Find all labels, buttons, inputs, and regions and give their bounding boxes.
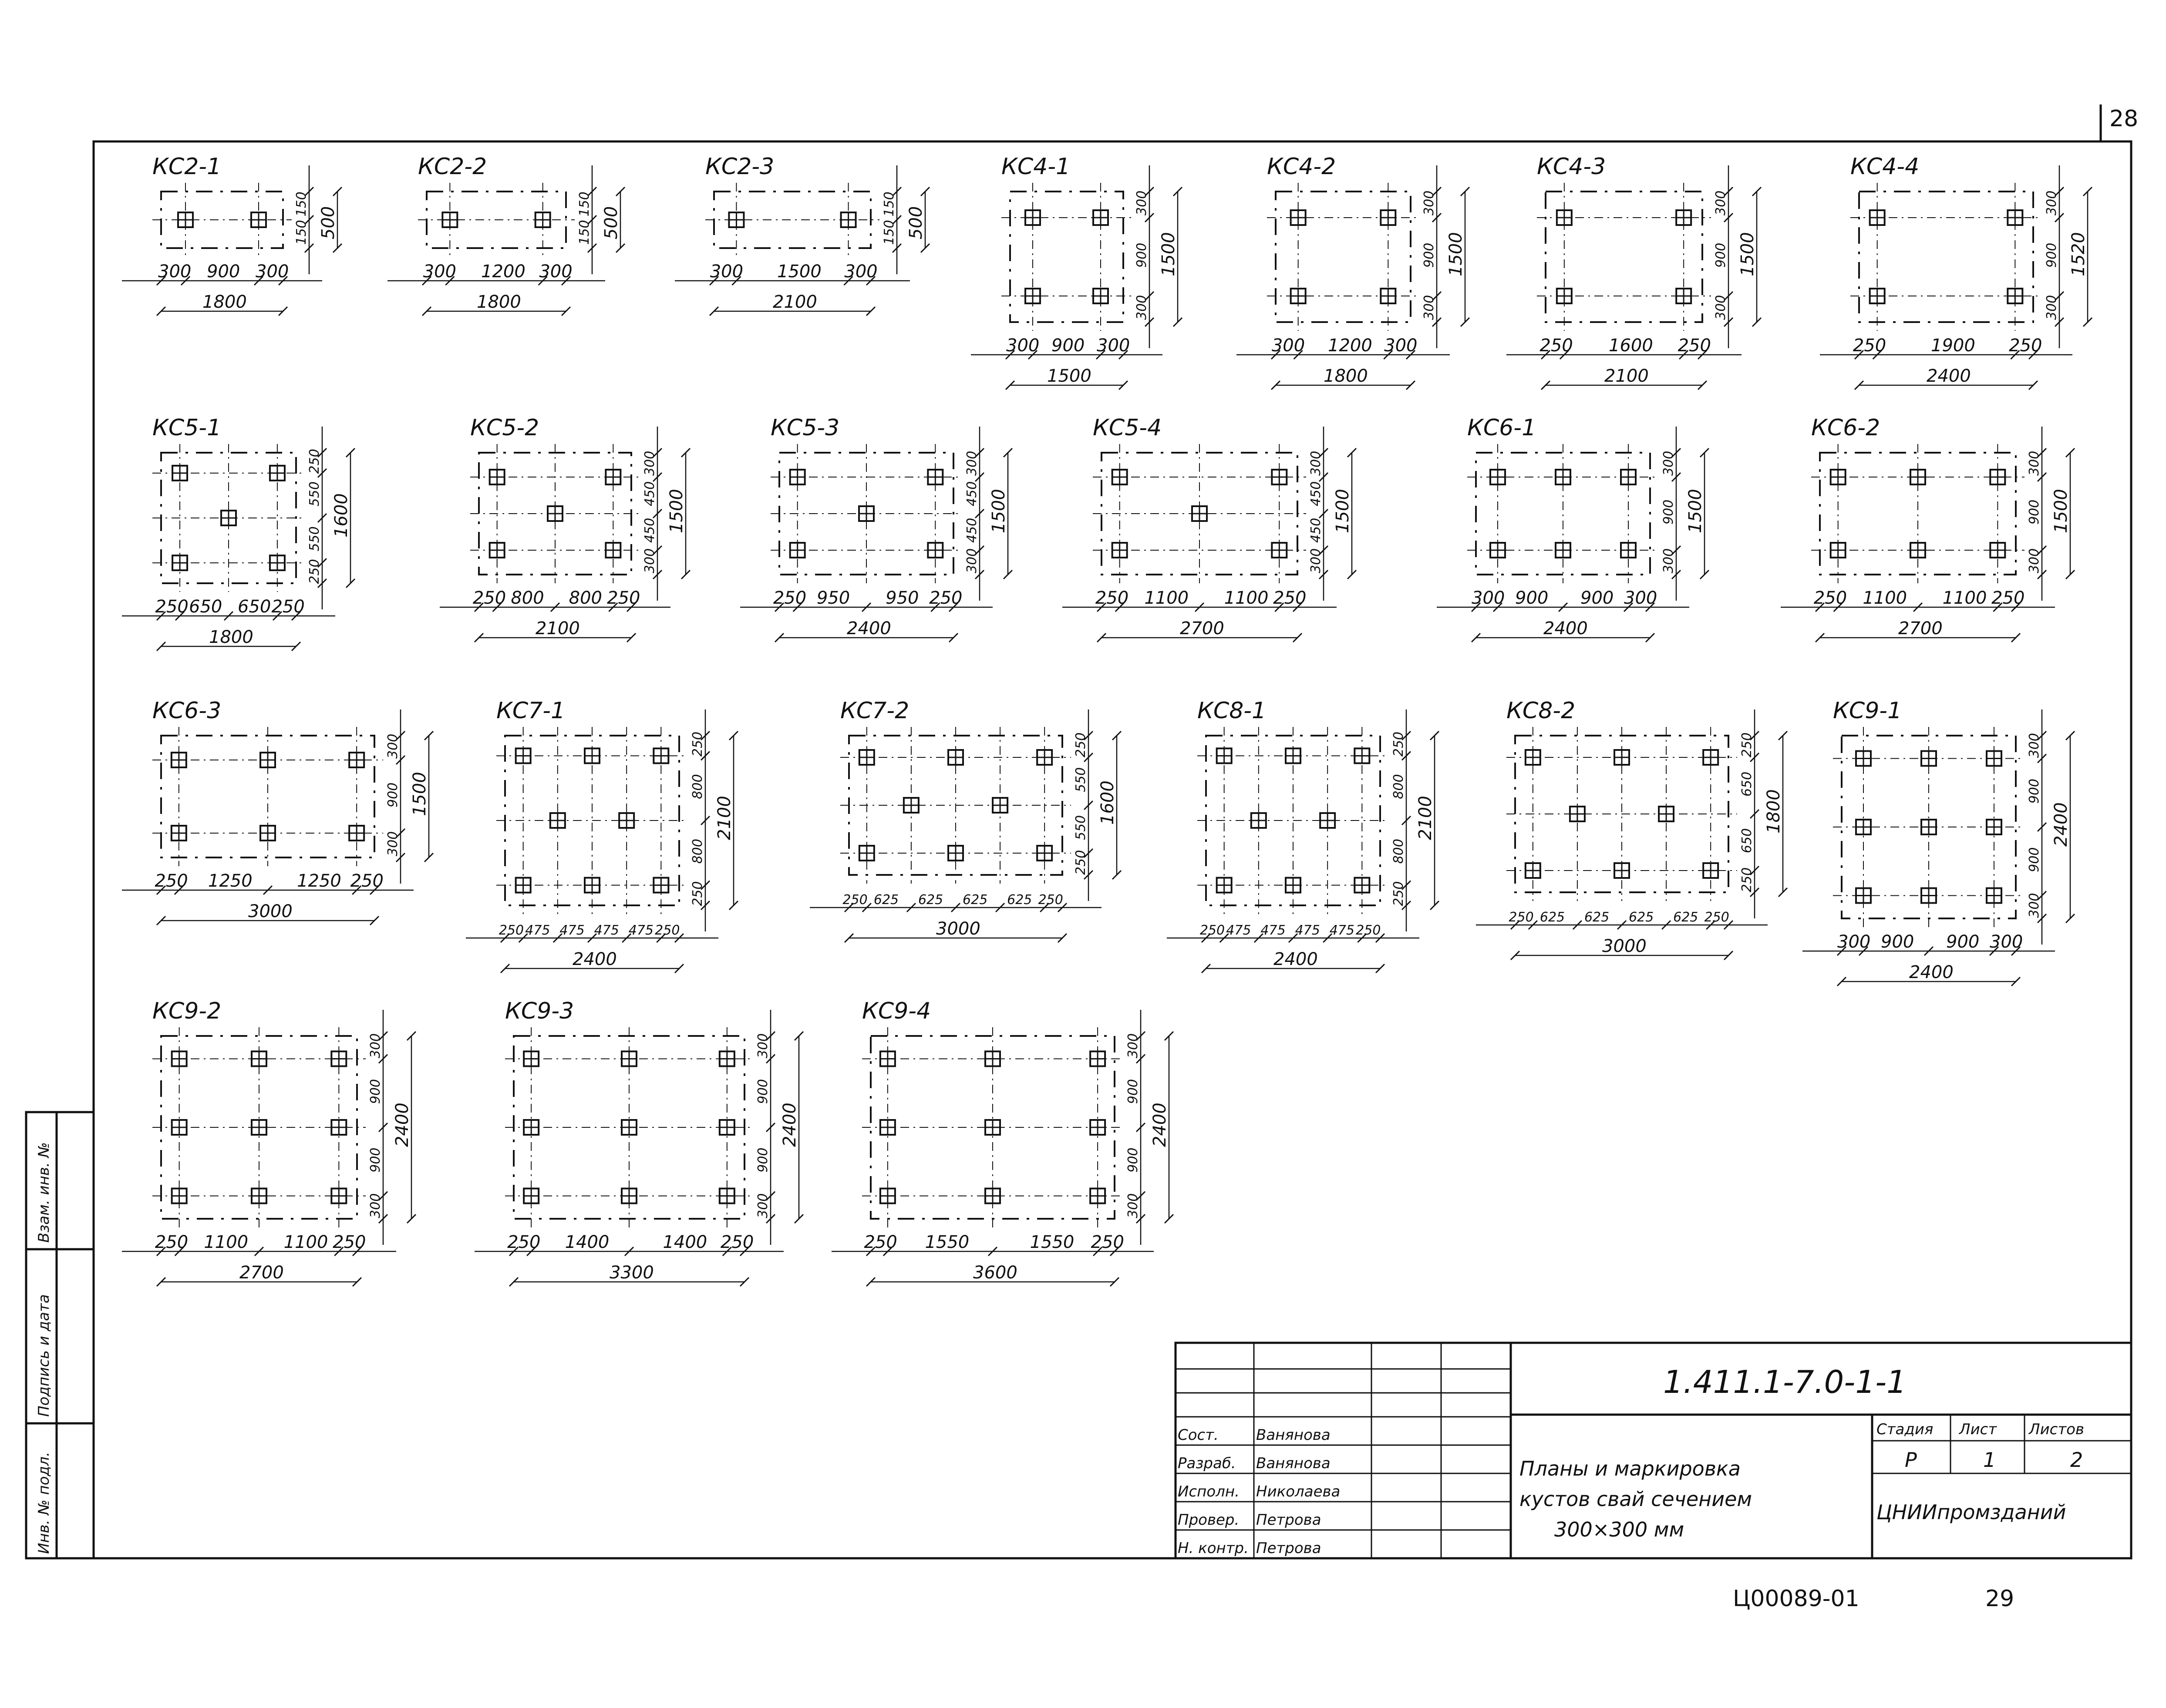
total-dimension-y: 1520 (2068, 232, 2089, 276)
dimension-value: 900 (2027, 499, 2042, 525)
total-dimension-y: 2400 (2051, 802, 2071, 847)
role-2: Разраб. (1178, 1455, 1236, 1472)
dimension-value: 450 (1308, 518, 1324, 543)
dimension-value: 300 (539, 262, 573, 282)
dimension-value: 250 (1073, 732, 1088, 757)
total-dimension-y: 1500 (2051, 489, 2071, 533)
dimension-value: 800 (1391, 774, 1406, 799)
dimension-value: 650 (1739, 828, 1755, 853)
dimension-value: 475 (1329, 923, 1355, 938)
dimension-value: 250 (1073, 850, 1088, 875)
total-dimension-y: 2400 (1150, 1103, 1170, 1147)
dimension-value: 300 (385, 831, 401, 856)
cluster-label: КС5-4 (1093, 415, 1162, 441)
role-1-name: Ванянова (1256, 1426, 1331, 1444)
dimension-value: 1550 (925, 1232, 970, 1252)
total-dimension-x: 1800 (202, 292, 247, 312)
dimension-value: 250 (472, 588, 506, 608)
total-dimension-y: 1800 (1764, 789, 1784, 834)
dimension-value: 625 (918, 892, 943, 908)
dimension-value: 250 (1509, 910, 1534, 925)
sheets-header: Листов (2029, 1421, 2085, 1438)
dimension-value: 625 (1584, 910, 1610, 925)
cluster-label: КС6-1 (1467, 415, 1536, 441)
sheet-value: 1 (1983, 1448, 1996, 1472)
dimension-value: 475 (1295, 923, 1320, 938)
stage-header: Стадия (1876, 1421, 1934, 1438)
cluster-kc6-3 (122, 698, 433, 925)
total-dimension-x: 1800 (477, 292, 521, 312)
total-dimension-x: 3000 (248, 901, 293, 921)
dimension-value: 300 (2027, 733, 2042, 758)
dimension-value: 300 (642, 548, 657, 573)
dimension-value: 900 (1051, 336, 1085, 356)
dimension-value: 250 (1739, 732, 1755, 757)
cluster-kc2-3 (675, 154, 930, 316)
drawing-title-line3: 300×300 мм (1554, 1518, 1684, 1541)
dimension-value: 300 (1134, 190, 1149, 215)
cluster-label: КС4-1 (1001, 154, 1071, 180)
total-dimension-x: 2100 (1604, 366, 1649, 386)
dimension-value: 900 (1134, 242, 1149, 268)
role-1: Сост. (1178, 1426, 1219, 1444)
dimension-value: 250 (773, 588, 807, 608)
side-stamp (26, 1112, 94, 1558)
dimension-value: 900 (1713, 242, 1728, 268)
cluster-kc9-3 (475, 998, 803, 1286)
cluster-kc7-2 (810, 698, 1121, 942)
dimension-value: 475 (559, 923, 585, 938)
dimension-value: 300 (1384, 336, 1418, 356)
dimension-value: 900 (1881, 932, 1914, 952)
total-dimension-y: 1500 (1159, 232, 1179, 276)
dimension-value: 1500 (777, 262, 822, 282)
total-dimension-y: 1500 (1685, 489, 1705, 533)
dimension-value: 300 (1125, 1193, 1141, 1218)
dimension-value: 250 (720, 1232, 754, 1252)
stage-value: Р (1905, 1448, 1917, 1472)
dimension-value: 250 (842, 892, 868, 908)
dimension-value: 550 (307, 526, 322, 551)
total-dimension-y: 1500 (667, 489, 687, 533)
cluster-kc4-2 (1236, 154, 1469, 390)
dimension-value: 650 (189, 597, 222, 617)
dimension-value: 900 (1946, 932, 1980, 952)
dimension-value: 1100 (1224, 588, 1269, 608)
cluster-label: КС2-2 (418, 154, 487, 180)
dimension-value: 300 (1661, 548, 1676, 573)
dimension-value: 250 (1273, 588, 1307, 608)
dimension-value: 250 (929, 588, 963, 608)
dimension-value: 300 (1308, 548, 1324, 573)
dimension-value: 450 (642, 481, 657, 506)
total-dimension-x: 3600 (973, 1263, 1017, 1283)
dimension-value: 250 (1813, 588, 1847, 608)
cluster-kc6-1 (1437, 415, 1709, 642)
dimension-value: 250 (155, 597, 189, 617)
dimension-value: 900 (368, 1147, 383, 1173)
page-number-bottom: 29 (1985, 1586, 2014, 1612)
role-3-name: Николаева (1256, 1483, 1341, 1500)
cluster-kc8-1 (1167, 698, 1439, 973)
cluster-kc2-2 (387, 154, 625, 316)
total-dimension-x: 2400 (573, 949, 617, 969)
dimension-value: 250 (2009, 336, 2042, 356)
cluster-kc8-2 (1476, 698, 1787, 960)
dimension-value: 1250 (297, 871, 341, 891)
cluster-label: КС8-1 (1197, 698, 1267, 724)
cluster-kc5-1 (122, 415, 355, 651)
dimension-value: 250 (1095, 588, 1129, 608)
dimension-value: 1250 (208, 871, 253, 891)
dimension-value: 300 (1422, 190, 1437, 215)
dimension-value: 1200 (481, 262, 525, 282)
dimension-value: 300 (1271, 336, 1305, 356)
total-dimension-x: 1800 (1324, 366, 1368, 386)
total-dimension-y: 1500 (410, 772, 430, 816)
cluster-label: КС9-4 (862, 998, 931, 1024)
dimension-value: 900 (385, 782, 401, 807)
total-dimension-x: 2400 (1909, 962, 1954, 982)
total-dimension-y: 500 (906, 206, 926, 239)
dimension-value: 900 (1125, 1147, 1141, 1173)
dimension-value: 625 (873, 892, 899, 908)
dimension-value: 300 (1125, 1033, 1141, 1059)
total-dimension-x: 2700 (239, 1263, 284, 1283)
cluster-kc5-3 (740, 415, 1012, 642)
cluster-label: КС9-2 (152, 998, 222, 1024)
dimension-value: 900 (1661, 499, 1676, 525)
dimension-value: 950 (886, 588, 919, 608)
dimension-value: 250 (690, 731, 705, 757)
dimension-value: 300 (2044, 295, 2059, 320)
dimension-value: 450 (964, 518, 980, 543)
dimension-value: 800 (569, 588, 603, 608)
dimension-value: 300 (844, 262, 878, 282)
dimension-value: 900 (1422, 242, 1437, 268)
total-dimension-y: 2400 (780, 1103, 800, 1147)
total-dimension-x: 2100 (536, 619, 580, 639)
cluster-kc5-2 (440, 415, 690, 642)
dimension-value: 250 (1678, 336, 1711, 356)
dimension-value: 300 (755, 1193, 771, 1218)
total-dimension-y: 2100 (1415, 796, 1435, 840)
dimension-value: 450 (642, 518, 657, 543)
cluster-label: КС4-2 (1267, 154, 1336, 180)
dimension-value: 250 (155, 871, 188, 891)
dimension-value: 300 (1990, 932, 2023, 952)
dimension-value: 800 (1391, 839, 1406, 864)
cluster-label: КС7-2 (840, 698, 910, 724)
organization-name: ЦНИИпромзданий (1876, 1500, 2066, 1524)
total-dimension-x: 3000 (1602, 936, 1647, 956)
total-dimension-x: 2700 (1898, 619, 1943, 639)
dimension-value: 1900 (1931, 336, 1975, 356)
dimension-value: 1400 (565, 1232, 610, 1252)
cluster-kc4-3 (1506, 154, 1761, 390)
dimension-value: 900 (755, 1079, 771, 1104)
dimension-value: 250 (307, 449, 322, 474)
total-dimension-y: 2400 (392, 1103, 412, 1147)
cluster-label: КС2-3 (705, 154, 775, 180)
drawing-title-line2: кустов свай сечением (1519, 1487, 1752, 1511)
dimension-value: 450 (964, 481, 980, 506)
total-dimension-y: 1600 (1098, 780, 1118, 825)
total-dimension-x: 2700 (1180, 619, 1224, 639)
page-number-top: 28 (2109, 106, 2139, 132)
dimension-value: 300 (256, 262, 289, 282)
dimension-value: 475 (1226, 923, 1251, 938)
dimension-value: 300 (1006, 336, 1040, 356)
dimension-value: 300 (368, 1033, 383, 1059)
dimension-value: 900 (1580, 588, 1614, 608)
dimension-value: 1100 (1942, 588, 1987, 608)
dimension-value: 250 (1038, 892, 1063, 908)
dimension-value: 625 (1673, 910, 1698, 925)
role-5: Н. контр. (1178, 1540, 1249, 1557)
dimension-value: 900 (2027, 847, 2042, 872)
dimension-value: 300 (1661, 451, 1676, 476)
dimension-value: 150 (882, 220, 897, 245)
dimension-value: 300 (1097, 336, 1130, 356)
dimension-value: 300 (1837, 932, 1871, 952)
dimension-value: 1100 (283, 1232, 328, 1252)
dimension-value: 1100 (1863, 588, 1907, 608)
total-dimension-x: 2400 (1273, 949, 1318, 969)
dimension-value: 900 (207, 262, 240, 282)
dimension-value: 250 (507, 1232, 541, 1252)
dimension-value: 250 (1391, 731, 1406, 757)
dimension-value: 250 (607, 588, 640, 608)
total-dimension-y: 500 (318, 206, 338, 239)
cluster-kc9-1 (1802, 698, 2075, 986)
dimension-value: 800 (690, 839, 705, 864)
dimension-value: 650 (237, 597, 271, 617)
dimension-value: 300 (385, 733, 401, 759)
total-dimension-x: 2100 (773, 292, 817, 312)
cluster-label: КС6-2 (1811, 415, 1880, 441)
cluster-kc9-2 (122, 998, 416, 1286)
dimension-value: 1100 (204, 1232, 249, 1252)
total-dimension-x: 2400 (1927, 366, 1971, 386)
cluster-kc7-1 (466, 698, 738, 973)
dimension-value: 250 (271, 597, 305, 617)
dimension-value: 300 (2027, 893, 2042, 918)
role-3: Исполн. (1178, 1483, 1240, 1500)
cluster-label: КС5-3 (771, 415, 840, 441)
side-field-inv: Инв. № подл. (35, 1452, 53, 1554)
dimension-value: 1600 (1609, 336, 1653, 356)
dimension-value: 450 (1308, 481, 1324, 506)
dimension-value: 300 (158, 262, 192, 282)
dimension-value: 900 (368, 1079, 383, 1104)
dimension-value: 250 (1199, 923, 1225, 938)
dimension-value: 250 (1991, 588, 2025, 608)
dimension-value: 300 (1134, 295, 1149, 320)
dimension-value: 250 (1853, 336, 1886, 356)
cluster-label: КС2-1 (152, 154, 222, 180)
cluster-kc5-4 (1062, 415, 1356, 642)
dimension-value: 300 (755, 1033, 771, 1059)
drawing-designation: 1.411.1-7.0-1-1 (1663, 1364, 1907, 1400)
dimension-value: 625 (1007, 892, 1032, 908)
dimension-value: 300 (1308, 451, 1324, 476)
dimension-value: 625 (963, 892, 988, 908)
dimension-value: 150 (294, 192, 309, 217)
dimension-value: 250 (1391, 881, 1406, 906)
cluster-label: КС4-3 (1537, 154, 1606, 180)
cluster-label: КС5-1 (152, 415, 222, 441)
total-dimension-y: 1500 (989, 489, 1009, 533)
dimension-value: 250 (864, 1232, 897, 1252)
cluster-label: КС4-4 (1850, 154, 1920, 180)
dimension-value: 550 (307, 481, 322, 507)
dimension-value: 800 (511, 588, 544, 608)
dimension-value: 550 (1073, 815, 1088, 840)
title-block (1176, 1343, 2131, 1558)
cluster-kc6-2 (1781, 415, 2075, 642)
dimension-value: 800 (690, 774, 705, 799)
role-4-name: Петрова (1256, 1511, 1321, 1529)
dimension-value: 900 (755, 1147, 771, 1173)
dimension-value: 250 (1739, 867, 1755, 892)
dimension-value: 475 (628, 923, 654, 938)
side-field-replace: Взам. инв. № (35, 1142, 53, 1243)
dimension-value: 900 (2027, 778, 2042, 804)
dimension-value: 250 (499, 923, 524, 938)
dimension-value: 150 (882, 192, 897, 217)
dimension-value: 300 (710, 262, 744, 282)
dimension-value: 625 (1539, 910, 1565, 925)
dimension-value: 150 (577, 192, 592, 217)
dimension-value: 250 (350, 871, 384, 891)
sheet-header: Лист (1959, 1421, 1997, 1438)
dimension-value: 300 (642, 451, 657, 476)
total-dimension-x: 3300 (610, 1263, 654, 1283)
sheets-value: 2 (2070, 1448, 2083, 1472)
dimension-value: 550 (1073, 767, 1088, 792)
dimension-value: 300 (964, 451, 980, 476)
dimension-value: 300 (368, 1193, 383, 1218)
cluster-kc4-1 (971, 154, 1182, 390)
drawing-title-line1: Планы и маркировка (1519, 1457, 1741, 1480)
total-dimension-x: 2400 (847, 619, 891, 639)
archive-code: Ц00089-01 (1733, 1586, 1859, 1612)
dimension-value: 625 (1629, 910, 1654, 925)
dimension-value: 150 (577, 220, 592, 245)
dimension-value: 250 (307, 559, 322, 584)
dimension-value: 900 (1515, 588, 1549, 608)
dimension-value: 650 (1739, 771, 1755, 797)
dimension-value: 300 (2027, 548, 2042, 573)
dimension-value: 300 (964, 548, 980, 573)
dimension-value: 1550 (1030, 1232, 1075, 1252)
dimension-value: 250 (155, 1232, 189, 1252)
total-dimension-y: 1500 (1333, 489, 1353, 533)
total-dimension-x: 1800 (209, 627, 253, 647)
dimension-value: 150 (294, 220, 309, 245)
total-dimension-y: 2100 (714, 796, 734, 840)
dimension-value: 250 (1539, 336, 1573, 356)
cluster-kc2-1 (122, 154, 342, 316)
cluster-kc4-4 (1820, 154, 2092, 390)
dimension-value: 475 (1260, 923, 1286, 938)
dimension-value: 250 (333, 1232, 366, 1252)
dimension-value: 900 (1125, 1079, 1141, 1104)
dimension-value: 475 (594, 923, 619, 938)
role-4: Провер. (1178, 1511, 1240, 1529)
dimension-value: 950 (816, 588, 850, 608)
total-dimension-y: 1500 (1738, 232, 1758, 276)
cluster-label: КС5-2 (470, 415, 539, 441)
cluster-label: КС9-3 (505, 998, 574, 1024)
dimension-value: 1400 (663, 1232, 707, 1252)
total-dimension-x: 2400 (1543, 619, 1588, 639)
dimension-value: 300 (1624, 588, 1657, 608)
role-2-name: Ванянова (1256, 1455, 1331, 1472)
cluster-label: КС8-2 (1506, 698, 1576, 724)
dimension-value: 300 (1713, 190, 1728, 215)
dimension-value: 250 (655, 923, 680, 938)
dimension-value: 300 (423, 262, 457, 282)
dimension-value: 300 (1422, 295, 1437, 320)
total-dimension-y: 1600 (331, 493, 351, 538)
total-dimension-y: 1500 (1446, 232, 1466, 276)
dimension-value: 250 (1091, 1232, 1124, 1252)
total-dimension-x: 3000 (936, 919, 980, 939)
dimension-value: 900 (2044, 242, 2059, 268)
side-field-sign: Подпись и дата (35, 1294, 53, 1417)
dimension-value: 300 (2027, 451, 2042, 476)
dimension-value: 300 (2044, 190, 2059, 215)
dimension-value: 250 (690, 881, 705, 906)
cluster-label: КС7-1 (496, 698, 566, 724)
dimension-value: 1100 (1144, 588, 1189, 608)
total-dimension-x: 1500 (1047, 366, 1091, 386)
dimension-value: 250 (1704, 910, 1729, 925)
role-5-name: Петрова (1256, 1540, 1321, 1557)
dimension-value: 300 (1713, 295, 1728, 320)
pile-cluster-plans (122, 154, 2092, 1286)
dimension-value: 250 (1356, 923, 1381, 938)
dimension-value: 300 (1472, 588, 1505, 608)
cluster-kc9-4 (832, 998, 1173, 1286)
total-dimension-y: 500 (601, 206, 621, 239)
cluster-label: КС6-3 (152, 698, 222, 724)
cluster-label: КС9-1 (1833, 698, 1902, 724)
dimension-value: 1200 (1328, 336, 1372, 356)
dimension-value: 475 (525, 923, 550, 938)
